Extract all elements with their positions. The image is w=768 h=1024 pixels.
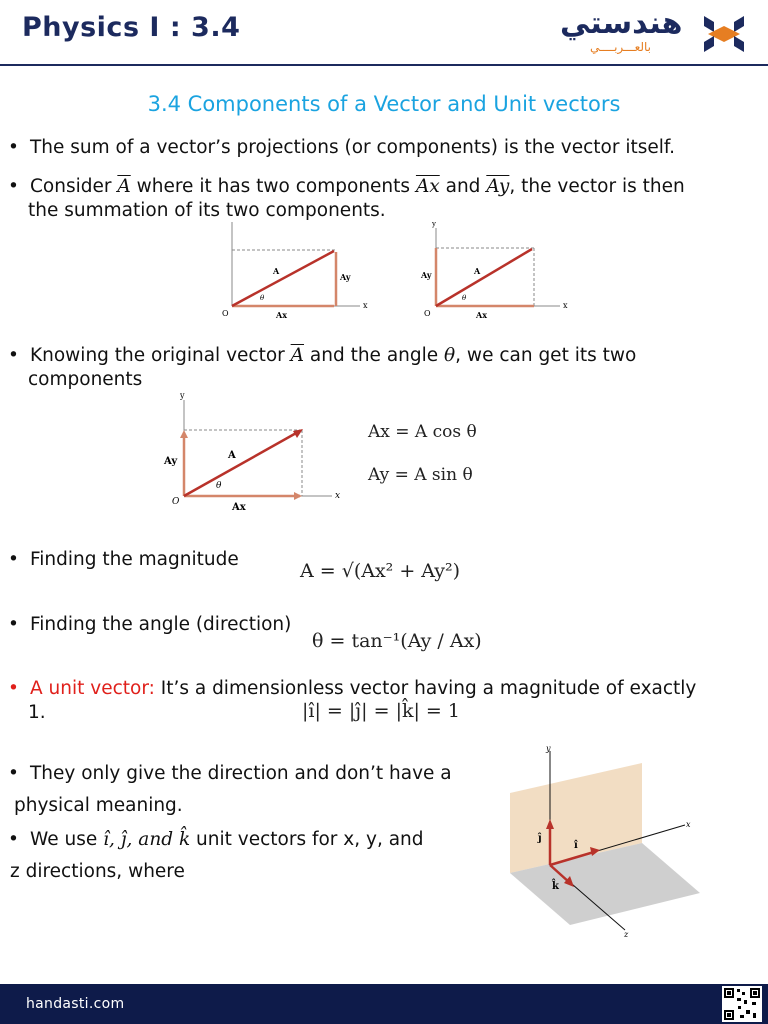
unit-vectors-math: î, ĵ, and k̂ bbox=[103, 829, 191, 850]
vector-A-label: A bbox=[273, 266, 280, 276]
bullet-magnitude: • Finding the magnitude bbox=[8, 549, 239, 570]
vector-components-figure-right bbox=[418, 218, 573, 324]
x-axis-label: x bbox=[563, 301, 568, 310]
header-divider bbox=[0, 64, 768, 66]
origin-label: O bbox=[172, 497, 180, 507]
bullet-text: We use bbox=[30, 829, 104, 850]
unit-k-label: k̂ bbox=[552, 881, 559, 892]
bullet-text: Finding the magnitude bbox=[30, 549, 239, 570]
bullet-sum-of-projections: • The sum of a vector’s projections (or components) is the vector itself. bbox=[8, 137, 675, 158]
bullet-text: It’s a dimensionless vector having a magnitude of exactly bbox=[154, 678, 697, 699]
bullet-text: and the angle bbox=[304, 345, 445, 366]
footer-site-link[interactable]: handasti.com bbox=[26, 996, 125, 1012]
bullet-direction-only: • They only give the direction and don’t have a bbox=[8, 763, 452, 784]
origin-label: O bbox=[222, 309, 229, 318]
equation-angle: θ = tan⁻¹(Ay / Ax) bbox=[312, 630, 482, 652]
vector-components-figure-left bbox=[218, 218, 378, 324]
bullet-text-line2: 1. bbox=[28, 702, 46, 723]
unit-i-label: î bbox=[574, 840, 578, 851]
page-title: Physics I : 3.4 bbox=[22, 12, 241, 43]
bullet-text: The sum of a vector’s projections (or components) is the vector itself. bbox=[30, 137, 675, 158]
bullet-text: Finding the angle (direction) bbox=[30, 614, 292, 635]
unit-vector-heading: A unit vector: bbox=[30, 678, 155, 699]
vector-A: $\overline{A}$ bbox=[117, 176, 131, 197]
vector-Ay: $\overline{Ay}$ bbox=[486, 176, 510, 197]
bullet-text-line2: physical meaning. bbox=[14, 795, 183, 816]
bullet-text: and bbox=[439, 176, 487, 197]
brand-logo-subtext: بالعـــربــــي bbox=[590, 40, 652, 54]
equation-magnitude: A = √(Ax² + Ay²) bbox=[300, 560, 461, 582]
z-axis-label: z bbox=[624, 930, 629, 939]
x-axis-label: x bbox=[335, 491, 341, 501]
y-axis-label: y bbox=[546, 745, 551, 753]
vector-decomposition-figure bbox=[160, 390, 350, 515]
theta-symbol: θ bbox=[444, 345, 456, 366]
vector-A-label: A bbox=[228, 450, 236, 461]
vector-A-label: A bbox=[474, 266, 481, 276]
component-Ay-label: Ay bbox=[340, 272, 351, 282]
component-Ax-label: Ax bbox=[232, 502, 246, 513]
angle-label: θ bbox=[260, 294, 265, 302]
equation-ax: Ax = A cos θ bbox=[368, 422, 477, 442]
bullet-text: where it has two components bbox=[130, 176, 416, 197]
vector-Ax: $\overline{Ax}$ bbox=[415, 176, 440, 197]
x-axis-label: x bbox=[363, 301, 368, 310]
y-axis-label: y bbox=[180, 391, 185, 400]
angle-label: θ bbox=[462, 294, 467, 302]
bullet-text: They only give the direction and don’t have a bbox=[30, 763, 452, 784]
bullet-text-line2: z directions, where bbox=[10, 861, 185, 882]
bullet-consider-A: • Consider $\overline{A}$ where it has two components $\overline{Ax}$ and $\overline{Ay}$, the vector is then the summation of its two components. bbox=[8, 176, 685, 221]
unit-j-label: ĵ bbox=[538, 833, 542, 844]
component-Ay-label: Ay bbox=[164, 456, 178, 467]
component-Ax-label: Ax bbox=[476, 310, 487, 320]
origin-label: O bbox=[424, 309, 431, 318]
y-axis-label: y bbox=[432, 220, 436, 228]
equation-ay: Ay = A sin θ bbox=[368, 465, 473, 485]
qr-code-icon bbox=[722, 986, 762, 1022]
bullet-text: , we can get its two bbox=[455, 345, 637, 366]
bullet-text: unit vectors for x, y, and bbox=[190, 829, 424, 850]
bullet-knowing-vector: • Knowing the original vector $\overline{A}$ and the angle θ, we can get its two components bbox=[8, 345, 637, 390]
bullet-text: Consider bbox=[30, 176, 118, 197]
vector-A: $\overline{A}$ bbox=[290, 345, 305, 366]
bullet-angle: • Finding the angle (direction) bbox=[8, 614, 292, 635]
bullet-text: Knowing the original vector bbox=[30, 345, 291, 366]
unit-vectors-3d-figure bbox=[500, 745, 710, 940]
brand-logo-text: هندستي bbox=[560, 6, 683, 41]
x-axis-label: x bbox=[686, 820, 691, 829]
bullet-unit-vector: • A unit vector: It’s a dimensionless vector having a magnitude of exactly 1. bbox=[8, 678, 697, 723]
bullet-text: , the vector is then bbox=[509, 176, 685, 197]
bullet-unit-vectors-usage: • We use î, ĵ, and k̂ unit vectors for x, y, and bbox=[8, 829, 424, 850]
section-title: 3.4 Components of a Vector and Unit vectors bbox=[147, 92, 621, 116]
component-Ay-label: Ay bbox=[421, 270, 432, 280]
brand-logo-icon bbox=[700, 12, 748, 56]
bullet-text-line2: the summation of its two components. bbox=[28, 200, 386, 221]
angle-label: θ bbox=[216, 481, 222, 491]
component-Ax-label: Ax bbox=[276, 310, 287, 320]
bullet-text-line2: components bbox=[28, 369, 143, 390]
equation-unit: |î| = |ĵ| = |k̂| = 1 bbox=[302, 700, 460, 722]
